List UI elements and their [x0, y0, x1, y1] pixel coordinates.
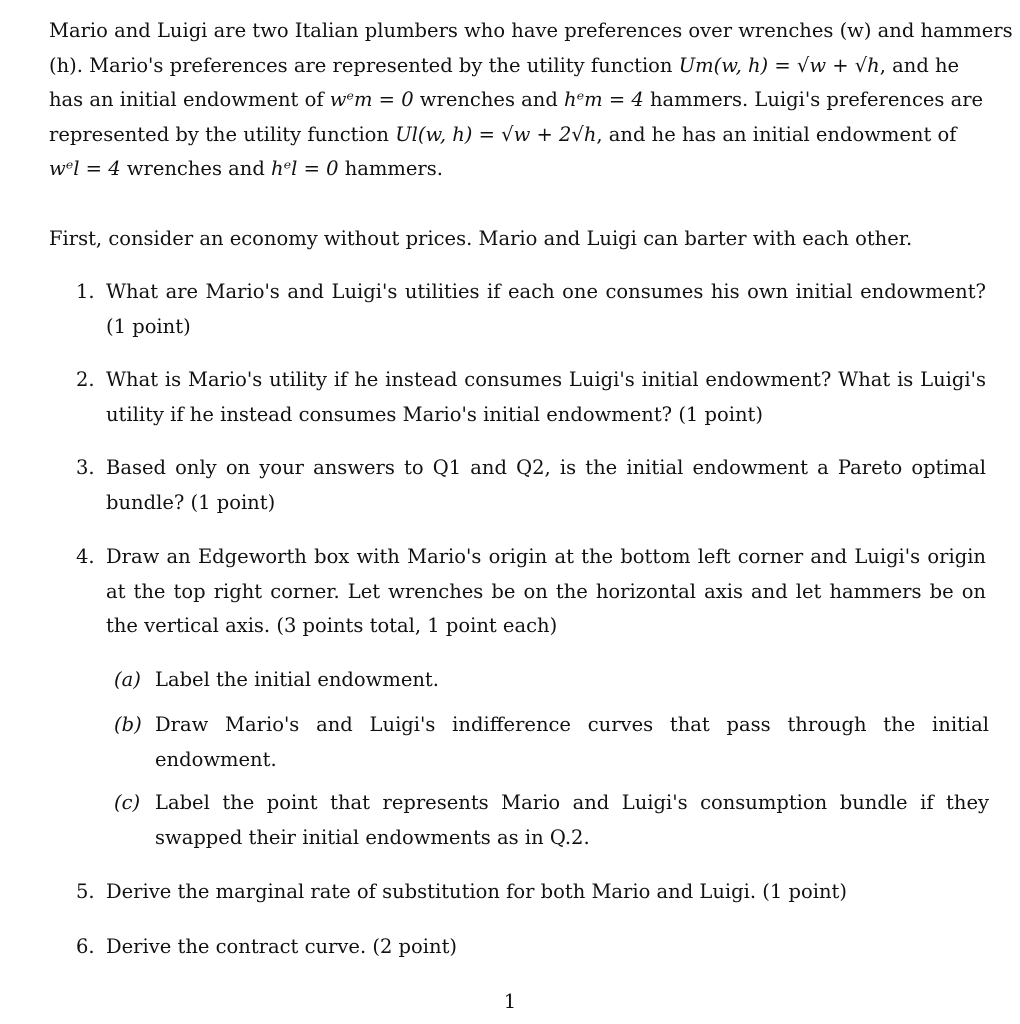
intro-line-4-text: represented by the utility function: [49, 122, 396, 146]
question-text: What is Mario's utility if he instead consumes Luigi's initial endowment? What is Luigi's utility if he instead consumes Mario's initial endowment? (1 point): [106, 368, 986, 426]
mario-utility-function: Um(w, h) = √w + √h: [678, 53, 880, 77]
luigi-utility-function: Ul(w, h) = √w + 2√h: [395, 122, 597, 146]
intro-line-5: [49, 152, 983, 187]
question-number: 2.: [76, 368, 95, 391]
intro-line-3-end: hammers. Luigi's preferences are: [643, 88, 984, 111]
subpart-label: (a): [114, 668, 141, 691]
intro-line-4: [49, 118, 983, 153]
intro-paragraph: [49, 14, 1013, 187]
question-4: [76, 540, 986, 644]
subpart-text: Label the initial endowment.: [155, 668, 439, 691]
subpart-text: Draw Mario's and Luigi's indifference curves that pass through the initial endowment.: [155, 713, 989, 771]
intro-line-3-text: has an initial endowment of: [49, 88, 330, 111]
intro-line-5-mid: wrenches and: [120, 157, 272, 180]
luigi-wrench-endowment: wᵉl = 4: [49, 157, 121, 180]
mario-hammer-endowment: hᵉm = 4: [564, 88, 644, 111]
question-text: Derive the contract curve. (2 point): [106, 935, 458, 958]
subpart-label: (c): [114, 791, 141, 814]
question-number: 4.: [76, 545, 95, 568]
intro-line-2: [49, 49, 983, 84]
barter-paragraph: First, consider an economy without prices. Mario and Luigi can barter with each other.: [49, 227, 913, 250]
intro-line-2-text: (h). Mario's preferences are represented by the utility function: [49, 53, 679, 77]
page-number: 1: [503, 990, 517, 1013]
question-number: 3.: [76, 456, 95, 479]
question-1: [76, 275, 986, 344]
question-text: Derive the marginal rate of substitution for both Mario and Luigi. (1 point): [106, 880, 847, 903]
subpart-c: [114, 786, 989, 855]
mario-wrench-endowment: wᵉm = 0: [329, 88, 414, 111]
question-text: Based only on your answers to Q1 and Q2, is the initial endowment a Pareto optimal bundle? (1 point): [106, 456, 986, 514]
luigi-hammer-endowment: hᵉl = 0: [271, 157, 339, 180]
question-3: [76, 451, 986, 520]
subpart-label: (b): [114, 713, 142, 736]
question-2: [76, 363, 986, 432]
question-number: 5.: [76, 880, 95, 903]
question-number: 6.: [76, 935, 95, 958]
intro-line-5-end: hammers.: [338, 157, 443, 180]
question-text: Draw an Edgeworth box with Mario's origin at the bottom left corner and Luigi's origin at the top right corner. Let wrenches be on the horizontal axis and let hammers be on the vertical axis. (3 points total, 1 point each): [106, 545, 986, 637]
subpart-a: [114, 663, 989, 698]
question-number: 1.: [76, 280, 95, 303]
subpart-b: [114, 708, 989, 777]
question-6: [76, 930, 986, 965]
subpart-text: Label the point that represents Mario and Luigi's consumption bundle if they swapped their initial endowments as in Q.2.: [155, 791, 989, 849]
intro-line-1: Mario and Luigi are two Italian plumbers who have preferences over wrenches (w) and hammers: [49, 19, 1013, 42]
intro-line-3: [49, 83, 983, 118]
intro-line-3-mid: wrenches and: [413, 88, 565, 111]
intro-line-4-end: , and he has an initial endowment of: [596, 122, 957, 146]
intro-line-2-end: , and he: [879, 53, 960, 77]
question-5: [76, 875, 986, 910]
question-text: What are Mario's and Luigi's utilities if each one consumes his own initial endowment? (1 point): [106, 280, 986, 338]
